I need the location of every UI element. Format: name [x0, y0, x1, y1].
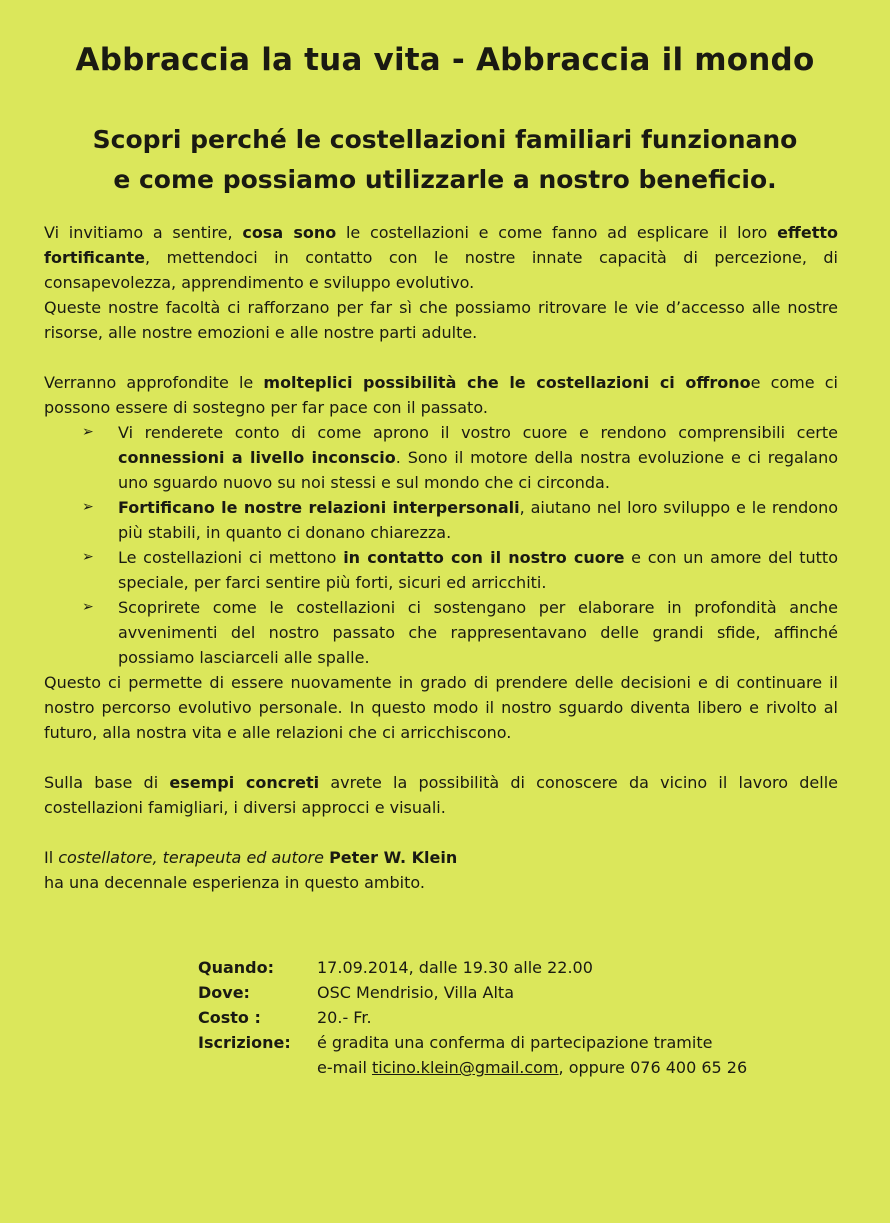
info-row-quando — [198, 955, 747, 980]
list-item — [44, 595, 838, 670]
paragraph-author — [44, 845, 838, 895]
list-item — [44, 420, 838, 495]
author-name: Peter W. Klein — [329, 848, 458, 867]
subtitle-line-1: Scopri perché le costellazioni familiari funzionano — [92, 125, 798, 154]
text-run: Vi renderete conto di come aprono il vostro cuore e rendono comprensibili certe — [118, 423, 838, 442]
email-link[interactable]: ticino.klein@gmail.com — [371, 1058, 559, 1077]
phone-text: , oppure 076 400 65 26 — [558, 1058, 748, 1077]
info-label: Iscrizione: — [198, 1033, 291, 1052]
info-label: Quando: — [198, 958, 275, 977]
text-run: , aiutano nel loro sviluppo e le rendono più stabili, in quanto ci donano chiarezza. — [118, 498, 838, 542]
text-run: Verranno approfondite le — [44, 373, 264, 392]
page-title: Abbraccia la tua vita - Abbraccia il mondo — [75, 42, 815, 78]
bold-run: in contatto con il nostro cuore — [343, 548, 625, 567]
text-run: Scoprirete come le costellazioni ci sostengano per elaborare in profondità anche avvenimenti del nostro passato che rappresentavano delle grandi sfide, affinché possiamo lasciarceli alle spalle. — [118, 598, 838, 667]
paragraph-approfondite — [44, 370, 838, 420]
bold-run: Fortificano le nostre relazioni interpersonali — [118, 498, 520, 517]
arrow-bullet-icon: ➢ — [82, 424, 94, 440]
text-run: . Sono il motore della nostra evoluzione e ci regalano uno sguardo nuovo su noi stessi e sul mondo che ci circonda. — [118, 448, 838, 492]
arrow-bullet-icon: ➢ — [82, 549, 94, 565]
paragraph-intro — [44, 220, 838, 295]
bold-run: esempi concreti — [169, 773, 320, 792]
italic-run: costellatore, terapeuta ed autore — [58, 848, 324, 867]
bold-run: molteplici possibilità che le costellazioni ci offrono — [263, 373, 751, 392]
info-value: 20.- Fr. — [317, 1008, 372, 1027]
text-run: ha una decennale esperienza in questo ambito. — [44, 873, 425, 892]
arrow-bullet-icon: ➢ — [82, 499, 94, 515]
text-run: Sulla base di — [44, 773, 170, 792]
text-run: e con un amore del tutto speciale, per farci sentire più forti, sicuri ed arricchiti. — [118, 548, 838, 592]
paragraph-facolta: Queste nostre facoltà ci rafforzano per far sì che possiamo ritrovare le vie d’accesso alle nostre risorse, alle nostre emozioni e alle nostre parti adulte. — [44, 298, 838, 342]
bullet-list — [44, 420, 838, 670]
info-label: Dove: — [198, 983, 250, 1002]
info-value: OSC Mendrisio, Villa Alta — [317, 983, 515, 1002]
info-row-dove — [198, 980, 747, 1005]
list-item — [44, 545, 838, 595]
text-run: le costellazioni e come fanno ad esplicare il loro — [336, 223, 778, 242]
info-value: é gradita una conferma di partecipazione tramite — [317, 1033, 713, 1052]
info-value: 17.09.2014, dalle 19.30 alle 22.00 — [317, 958, 593, 977]
info-label: Costo : — [198, 1008, 261, 1027]
body-text — [44, 220, 838, 895]
info-row-iscrizione — [198, 1030, 747, 1055]
text-run: , mettendoci in contatto con le nostre innate capacità di percezione, di consapevolezza, apprendimento e sviluppo evolutivo. — [44, 248, 838, 292]
text-run: e-mail — [317, 1058, 372, 1077]
text-run: Le costellazioni ci mettono — [118, 548, 344, 567]
info-contact — [198, 1055, 747, 1080]
text-run: Vi invitiamo a sentire, — [44, 223, 243, 242]
subtitle-line-2: e come possiamo utilizzarle a nostro beneficio. — [113, 165, 777, 194]
info-row-costo — [198, 1005, 747, 1030]
bold-run: cosa sono — [242, 223, 337, 242]
bold-run: connessioni a livello inconscio — [118, 448, 396, 467]
arrow-bullet-icon: ➢ — [82, 599, 94, 615]
list-item — [44, 495, 838, 545]
bold-run: effetto fortificante — [44, 223, 839, 267]
page-subtitle — [0, 120, 890, 200]
text-run: Il — [44, 848, 59, 867]
paragraph-esempi — [44, 770, 838, 820]
text-run: e come ci possono essere di sostegno per far pace con il passato. — [44, 373, 838, 417]
event-info — [198, 955, 747, 1080]
text-run: avrete la possibilità di conoscere da vicino il lavoro delle costellazioni famigliari, i diversi approcci e visuali. — [44, 773, 839, 817]
paragraph-decisioni: Questo ci permette di essere nuovamente in grado di prendere delle decisioni e di continuare il nostro percorso evolutivo personale. In questo modo il nostro sguardo diventa libero e rivolto al futuro, alla nostra vita e alle relazioni che ci arricchiscono. — [44, 673, 838, 742]
